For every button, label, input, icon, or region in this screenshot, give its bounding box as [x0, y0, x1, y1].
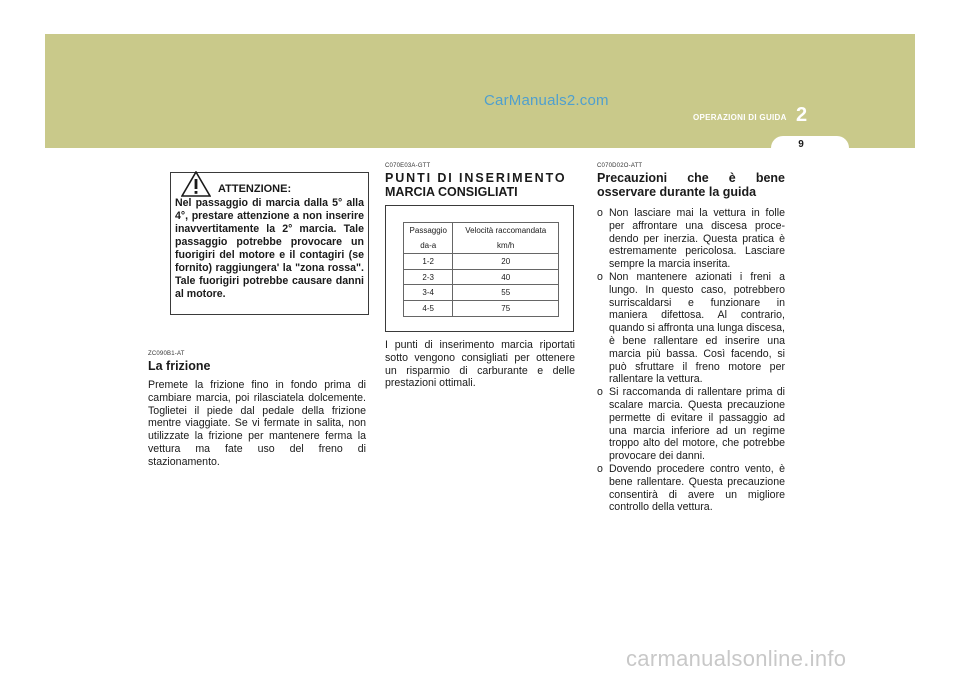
precautions-title: Precauzioni che è bene osservare durante la guida — [597, 171, 785, 199]
clutch-code: ZC090B1-AT — [148, 351, 185, 357]
gear-cell: 3-4 — [404, 285, 453, 301]
list-item-text: Dovendo procedere contro vento, è bene rallentare. Questa precauzione consentirà di avere un migliore controllo della vettura. — [609, 462, 785, 514]
warning-text: Nel passaggio di marcia dalla 5° alla 4°, prestare attenzione a non inserire inavvertitamente la 2° marcia. Tale passaggio potrebbe provocare un fuorigiri del motore e il contagiri (se fornito) raggiungera' la "zona rossa". Tale fuorigiri potrebbe causare danni al motore. — [175, 197, 364, 300]
list-item-text: Non mantenere azionati i freni a lungo. In questo caso, potrebbero surriscaldarsi e funzionare in maniera difettosa. Al contrario, quando si affronta una lunga discesa, è bene rallentare ed inserire una marcia più bassa. Così facendo, si può sfruttare il freno motore per rallentare la vettura. — [609, 270, 785, 386]
table-row — [404, 269, 559, 285]
speed-cell: 20 — [453, 254, 559, 270]
shift-points-text: I punti di inserimento marcia riportati sotto vengono consigliati per ottenere un risparmio di carburante e delle prestazioni ottimali. — [385, 339, 575, 390]
header-gear-line2: da-a — [404, 238, 453, 254]
bullet-mark: o — [597, 270, 603, 283]
table-row — [404, 254, 559, 270]
shift-points-code: C070E03A-GTT — [385, 163, 431, 169]
shift-table — [403, 222, 559, 317]
warning-title: ATTENZIONE: — [218, 183, 292, 195]
bullet-mark: o — [597, 386, 603, 399]
gear-cell: 4-5 — [404, 300, 453, 316]
site-link[interactable]: CarManuals2.com — [484, 92, 609, 109]
shift-points-title-line1: PUNTI DI INSERIMENTO — [385, 171, 567, 185]
header-speed-line2: km/h — [453, 238, 559, 254]
clutch-text: Premete la frizione fino in fondo prima di cambiare marcia, poi rilasciatela dolcemente. Toglietei il piede dal pedale della frizione mentre viaggiate. Se vi fermate in salita, non utilizzate la frizione per mantenere ferma la vettura ma fate uso del freno di stazionamento. — [148, 379, 366, 468]
precautions-section — [597, 163, 785, 514]
speed-cell: 55 — [453, 285, 559, 301]
footer-watermark: carmanualsonline.info — [626, 646, 847, 671]
table-row — [404, 300, 559, 316]
clutch-title: La frizione — [148, 359, 211, 373]
gear-cell: 2-3 — [404, 269, 453, 285]
page-number: 9 — [798, 139, 804, 150]
gear-cell: 1-2 — [404, 254, 453, 270]
chapter-number: 2 — [796, 104, 808, 126]
precautions-list — [597, 207, 785, 514]
list-item — [597, 386, 785, 463]
shift-points-section — [385, 163, 574, 199]
list-item — [597, 463, 785, 514]
bullet-mark: o — [597, 207, 603, 219]
list-item — [597, 207, 785, 271]
header-speed-line1: Velocità raccomandata — [453, 223, 559, 239]
section-title: OPERAZIONI DI GUIDA — [693, 113, 787, 122]
list-item-text: Non lasciare mai la vettura in folle per affrontare una discesa proce-dendo per inerzia. Questa pratica è estremamente pericolosa. Lasciare sempre la marcia inserita. — [609, 207, 785, 271]
precautions-code: C070D02O-ATT — [597, 163, 643, 169]
table-row — [404, 285, 559, 301]
list-item — [597, 271, 785, 386]
shift-table-box — [385, 205, 574, 332]
speed-cell: 40 — [453, 269, 559, 285]
header-gear-line1: Passaggio — [404, 223, 453, 239]
clutch-section — [148, 351, 366, 469]
bullet-mark: o — [597, 462, 603, 475]
speed-cell: 75 — [453, 300, 559, 316]
shift-points-title-line2: MARCIA CONSIGLIATI — [385, 185, 518, 199]
header-band — [45, 34, 915, 148]
list-item-text: Si raccomanda di rallentare prima di scalare marcia. Questa precauzione permette di evitare il passaggio ad una marcia inferiore ad un regime troppo alto del motore, che potrebbe provocare dei danni. — [609, 386, 785, 463]
warning-triangle-icon — [181, 171, 211, 197]
